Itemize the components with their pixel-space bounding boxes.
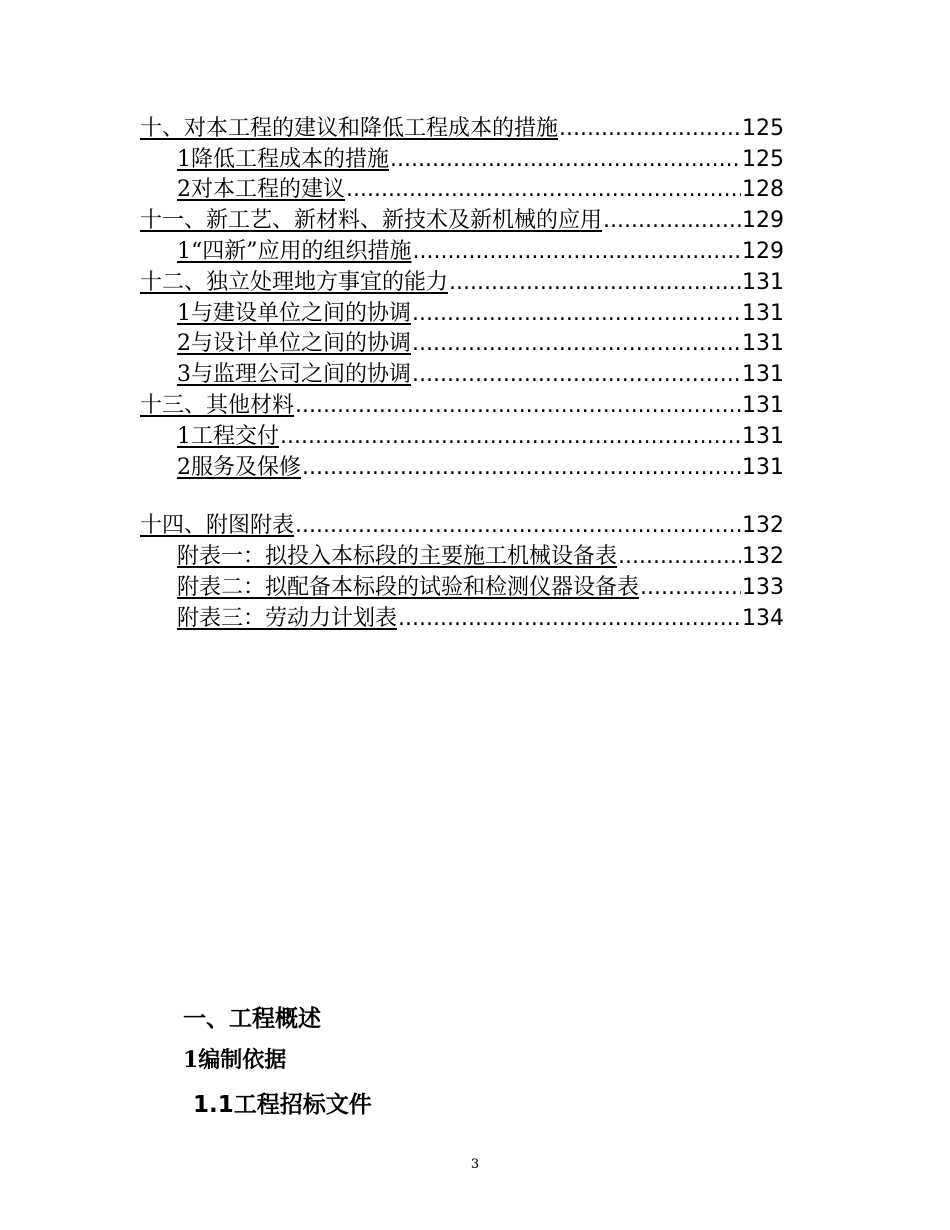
toc-entry-title[interactable]: 十一、新工艺、新材料、新技术及新机械的应用 bbox=[140, 208, 603, 234]
toc-entry-title[interactable]: 1降低工程成本的措施 bbox=[177, 146, 389, 172]
toc-dot-leader bbox=[603, 206, 741, 236]
toc-entry-page[interactable]: 129 bbox=[742, 238, 784, 264]
toc-group bbox=[140, 113, 784, 483]
toc-entry-page[interactable]: 132 bbox=[742, 544, 784, 570]
toc-dot-leader bbox=[618, 542, 741, 572]
toc-entry-page[interactable]: 131 bbox=[742, 362, 784, 388]
sub-subsection-heading bbox=[193, 1086, 372, 1119]
toc-entry-title[interactable]: 2与设计单位之间的协调 bbox=[177, 331, 411, 357]
toc-entry-page[interactable]: 131 bbox=[742, 423, 784, 449]
toc-entry-page[interactable]: 125 bbox=[742, 146, 784, 172]
toc-entry-title[interactable]: 附表二：拟配备本标段的试验和检测仪器设备表 bbox=[177, 574, 640, 600]
toc-entry-page[interactable]: 132 bbox=[742, 513, 784, 539]
toc-entry-page[interactable]: 133 bbox=[742, 574, 784, 600]
toc-entry[interactable] bbox=[140, 113, 784, 144]
toc-entry[interactable] bbox=[140, 205, 784, 236]
toc-dot-leader bbox=[412, 360, 741, 390]
subsection-heading: 1编制依据 bbox=[183, 1047, 287, 1073]
toc-dot-leader bbox=[295, 391, 741, 421]
toc-entry-page[interactable]: 131 bbox=[742, 269, 784, 295]
toc-entry-page[interactable]: 131 bbox=[742, 454, 784, 480]
toc-dot-leader bbox=[640, 573, 741, 603]
toc-entry-title[interactable]: 十、对本工程的建议和降低工程成本的措施 bbox=[140, 115, 559, 141]
toc-entry-title[interactable]: 2服务及保修 bbox=[177, 454, 301, 480]
heading-number: 1.1 bbox=[193, 1092, 234, 1118]
toc-dot-leader bbox=[295, 511, 741, 541]
toc-entry-title[interactable]: 十三、其他材料 bbox=[140, 392, 295, 418]
toc-entry[interactable] bbox=[140, 452, 784, 483]
toc-dot-leader bbox=[280, 422, 741, 452]
toc-entry-title[interactable]: 附表三：劳动力计划表 bbox=[177, 605, 398, 631]
toc-group bbox=[140, 511, 784, 634]
section-heading: 一、工程概述 bbox=[183, 1005, 321, 1032]
toc-entry[interactable] bbox=[140, 236, 784, 267]
toc-entry-page[interactable]: 131 bbox=[742, 300, 784, 326]
toc-entry[interactable] bbox=[140, 329, 784, 360]
toc-entry-title[interactable]: 1工程交付 bbox=[177, 423, 279, 449]
toc-entry[interactable] bbox=[140, 390, 784, 421]
toc-entry-page[interactable]: 129 bbox=[742, 208, 784, 234]
toc-dot-leader bbox=[302, 453, 741, 483]
toc-dot-leader bbox=[413, 237, 742, 267]
heading-text: 工程招标文件 bbox=[233, 1091, 372, 1118]
toc-dot-leader bbox=[398, 604, 741, 634]
toc-entry-page[interactable]: 125 bbox=[742, 115, 784, 141]
toc-entry-page[interactable]: 134 bbox=[742, 605, 784, 631]
page-number: 3 bbox=[470, 1157, 480, 1172]
toc-entry[interactable] bbox=[140, 144, 784, 175]
toc-dot-leader bbox=[449, 268, 741, 298]
toc-entry-title[interactable]: 3与监理公司之间的协调 bbox=[177, 362, 411, 388]
toc-entry[interactable] bbox=[140, 572, 784, 603]
toc-entry[interactable] bbox=[140, 421, 784, 452]
toc-entry[interactable] bbox=[140, 511, 784, 542]
toc-entry[interactable] bbox=[140, 175, 784, 206]
toc-entry[interactable] bbox=[140, 359, 784, 390]
toc-dot-leader bbox=[412, 329, 741, 359]
toc-entry-title[interactable]: 1与建设单位之间的协调 bbox=[177, 300, 411, 326]
toc-spacer bbox=[140, 483, 784, 511]
toc-entry-title[interactable]: 十二、独立处理地方事宜的能力 bbox=[140, 269, 449, 295]
toc-dot-leader bbox=[559, 114, 741, 144]
toc-entry-page[interactable]: 131 bbox=[742, 331, 784, 357]
toc-entry-page[interactable]: 128 bbox=[742, 177, 784, 203]
toc-entry-title[interactable]: 2对本工程的建议 bbox=[177, 177, 345, 203]
toc-entry[interactable] bbox=[140, 541, 784, 572]
toc-dot-leader bbox=[390, 145, 741, 175]
toc-entry-title[interactable]: 十四、附图附表 bbox=[140, 513, 295, 539]
toc-entry-page[interactable]: 131 bbox=[742, 392, 784, 418]
toc-entry-title[interactable]: 附表一：拟投入本标段的主要施工机械设备表 bbox=[177, 544, 618, 570]
toc-dot-leader bbox=[346, 175, 741, 205]
toc-entry[interactable] bbox=[140, 603, 784, 634]
toc-entry-title[interactable]: 1“四新”应用的组织措施 bbox=[177, 238, 412, 264]
toc-dot-leader bbox=[412, 299, 741, 329]
toc-entry[interactable] bbox=[140, 267, 784, 298]
toc-entry[interactable] bbox=[140, 298, 784, 329]
table-of-contents bbox=[140, 113, 784, 634]
